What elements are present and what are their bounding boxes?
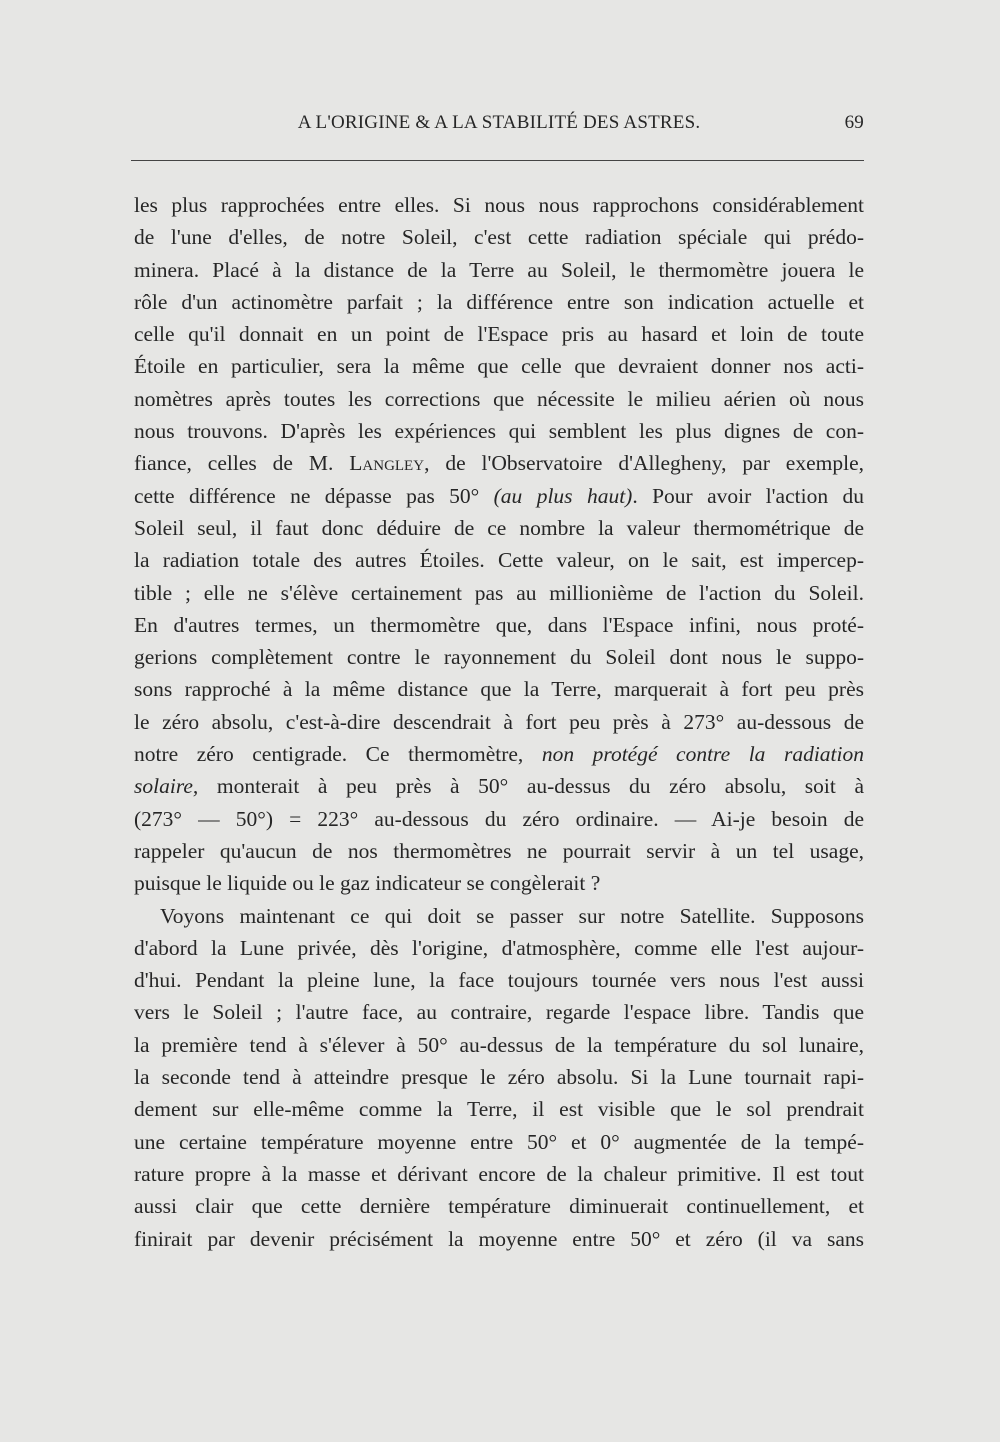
text-line: une certaine température moyenne entre 50° et 0° augmentée de la tempé- [134,1129,864,1154]
text-run: cette différence ne dépasse pas 50° [134,483,494,508]
text-line: la première tend à s'élever à 50° au-dessus de la température du sol lunaire, [134,1032,864,1057]
text-line: dement sur elle-même comme la Terre, il est visible que le sol prendrait [134,1097,864,1122]
text-line [134,738,864,770]
text-run: . Pour avoir l'action du [632,483,864,508]
text-line: sons rapproché à la même distance que la Terre, marquerait à fort peu près [134,677,864,702]
italic-run: non protégé contre la radiation [541,742,864,767]
italic-run: (au plus haut) [493,483,633,508]
text-line: rature propre à la masse et dérivant encore de la chaleur primitive. Il est tout [134,1161,864,1186]
text-line: tible ; elle ne s'élève certainement pas au millionième de l'action du Soleil. [134,580,864,605]
text-line: aussi clair que cette dernière température diminuerait continuellement, et [134,1194,864,1219]
text-line: la radiation totale des autres Étoiles. Cette valeur, on le sait, est impercep- [134,548,864,573]
text-line: nomètres après toutes les corrections que nécessite le milieu aérien où nous [134,386,864,411]
text-line: les plus rapprochées entre elles. Si nous nous rapprochons considérablement [134,193,864,217]
text-line: la seconde tend à atteindre presque le zéro absolu. Si la Lune tournait rapi- [134,1065,864,1090]
text-line: Étoile en particulier, sera la même que celle que devraient donner nos acti- [134,354,864,379]
text-run: monterait à peu près à 50° au-dessus du zéro absolu, soit à [198,774,864,799]
text-line: vers le Soleil ; l'autre face, au contraire, regarde l'espace libre. Tandis que [134,1000,864,1025]
text-line: d'abord la Lune privée, dès l'origine, d'atmosphère, comme elle l'est aujour- [134,935,864,960]
text-line: Voyons maintenant ce qui doit se passer sur notre Satellite. Supposons [160,903,864,928]
text-line [134,447,864,479]
italic-run: solaire, [134,774,199,799]
paragraph [134,900,864,1255]
text-line: nous trouvons. D'après les expériences qui semblent les plus dignes de con- [134,419,864,444]
text-line: de l'une d'elles, de notre Soleil, c'est cette radiation spéciale qui prédo- [134,225,864,250]
author-name: Langley [349,451,425,476]
text-line: (273° — 50°) = 223° au-dessous du zéro ordinaire. — Ai-je besoin de [134,806,864,831]
paragraph [134,189,864,900]
page-number: 69 [844,112,864,133]
text-run: , de l'Observatoire d'Allegheny, par exemple, [424,451,864,476]
text-line: le zéro absolu, c'est-à-dire descendrait à fort peu près à 273° au-dessous de [134,709,864,734]
text-line: puisque le liquide ou le gaz indicateur se congèlerait ? [134,871,601,896]
running-title: A L'ORIGINE & A LA STABILITÉ DES ASTRES. [297,112,701,133]
text-line: En d'autres termes, un thermomètre que, dans l'Espace infini, nous proté- [134,612,864,637]
text-line: celle qu'il donnait en un point de l'Espace pris au hasard et loin de toute [134,322,864,347]
text-line: Soleil seul, il faut donc déduire de ce nombre la valeur thermométrique de [134,515,864,540]
text-line: minera. Placé à la distance de la Terre au Soleil, le thermomètre jouera le [134,257,864,282]
text-line: rôle d'un actinomètre parfait ; la différence entre son indication actuelle et [134,289,864,314]
text-line: finirait par devenir précisément la moyenne entre 50° et zéro (il va sans [134,1226,864,1251]
header-rule [131,160,864,161]
text-line: rappeler qu'aucun de nos thermomètres ne pourrait servir à un tel usage, [134,838,864,863]
text-line: d'hui. Pendant la pleine lune, la face toujours tournée vers nous l'est aussi [134,968,864,993]
text-line: gerions complètement contre le rayonnement du Soleil dont nous le suppo- [134,645,864,670]
body-text [134,189,864,1255]
text-line [134,480,864,512]
text-run: fiance, celles de M. [134,451,350,476]
text-line [134,770,864,802]
text-run: notre zéro centigrade. Ce thermomètre, [134,742,542,767]
